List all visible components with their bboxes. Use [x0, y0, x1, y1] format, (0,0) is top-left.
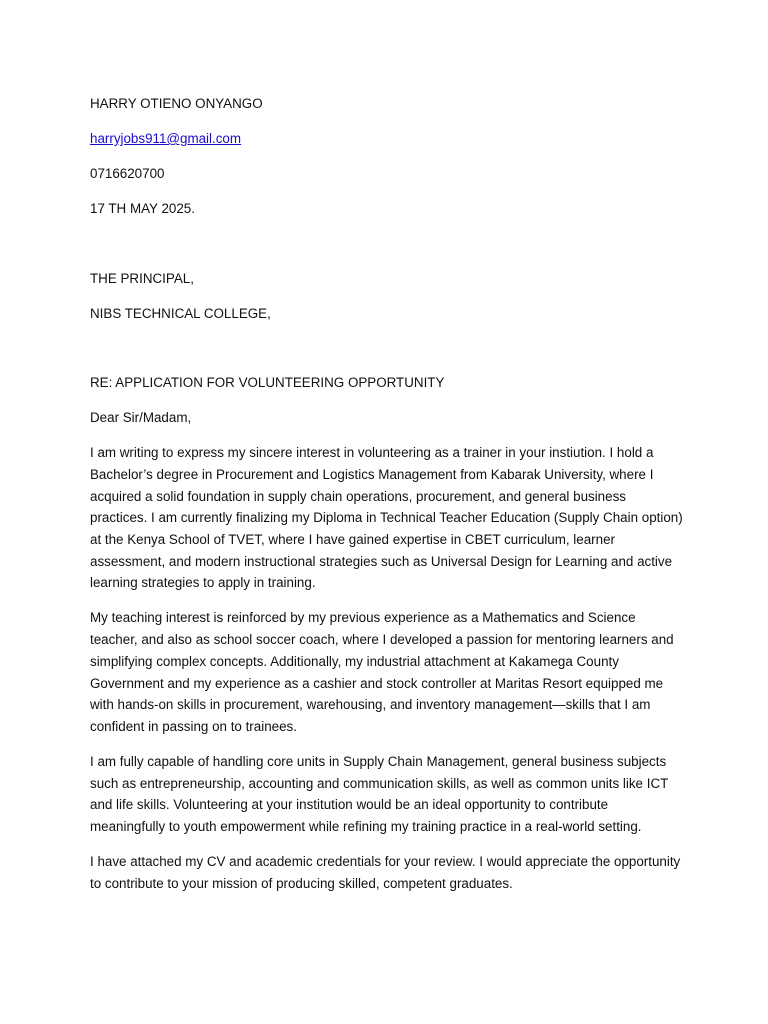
spacer	[90, 338, 684, 373]
spacer	[90, 233, 684, 268]
subject-line: RE: APPLICATION FOR VOLUNTEERING OPPORTUNITY	[90, 375, 445, 391]
sender-email-link[interactable]: harryjobs911@gmail.com	[90, 131, 242, 146]
letter-date: 17 TH MAY 2025.	[90, 201, 195, 216]
letter-page	[90, 93, 684, 908]
recipient-title: THE PRINCIPAL,	[90, 270, 194, 286]
body-paragraph-1: I am writing to express my sincere interest in volunteering as a trainer in your instiution. I hold a Bachelor’s degree in Procurement and Logistics Management from Kabarak University, where I acquired a solid foundation in supply chain operations, procurement, and general business practices. I am currently finalizing my Diploma in Technical Teacher Education (Supply Chain option) at the Kenya School of TVET, where I have gained expertise in CBET curriculum, learner assessment, and modern instructional strategies such as Universal Design for Learning and active learning strategies to apply in training.	[90, 445, 683, 591]
recipient-organization: NIBS TECHNICAL COLLEGE,	[90, 305, 271, 321]
body-paragraph-2: My teaching interest is reinforced by my previous experience as a Mathematics and Science teacher, and also as school soccer coach, where I developed a passion for mentoring learners and simplifying complex concepts. Additionally, my industrial attachment at Kakamega County Government and my experience as a cashier and stock controller at Maritas Resort equipped me with hands-on skills in procurement, warehousing, and inventory management—skills that I am confident in passing on to trainees.	[90, 610, 674, 734]
body-paragraph-3: I am fully capable of handling core units in Supply Chain Management, general business subjects such as entrepreneurship, accounting and communication skills, as well as common units like ICT and life skills. Volunteering at your institution would be an ideal opportunity to contribute meaningfully to youth empowerment while refining my training practice in a real-world setting.	[90, 753, 669, 835]
sender-email-line	[90, 128, 684, 150]
body-paragraph-4: I have attached my CV and academic credentials for your review. I would appreciate the opportunity to contribute to your mission of producing skilled, competent graduates.	[90, 854, 681, 891]
sender-phone: 0716620700	[90, 166, 165, 181]
salutation: Dear Sir/Madam,	[90, 410, 192, 426]
sender-name: HARRY OTIENO ONYANGO	[90, 96, 263, 111]
